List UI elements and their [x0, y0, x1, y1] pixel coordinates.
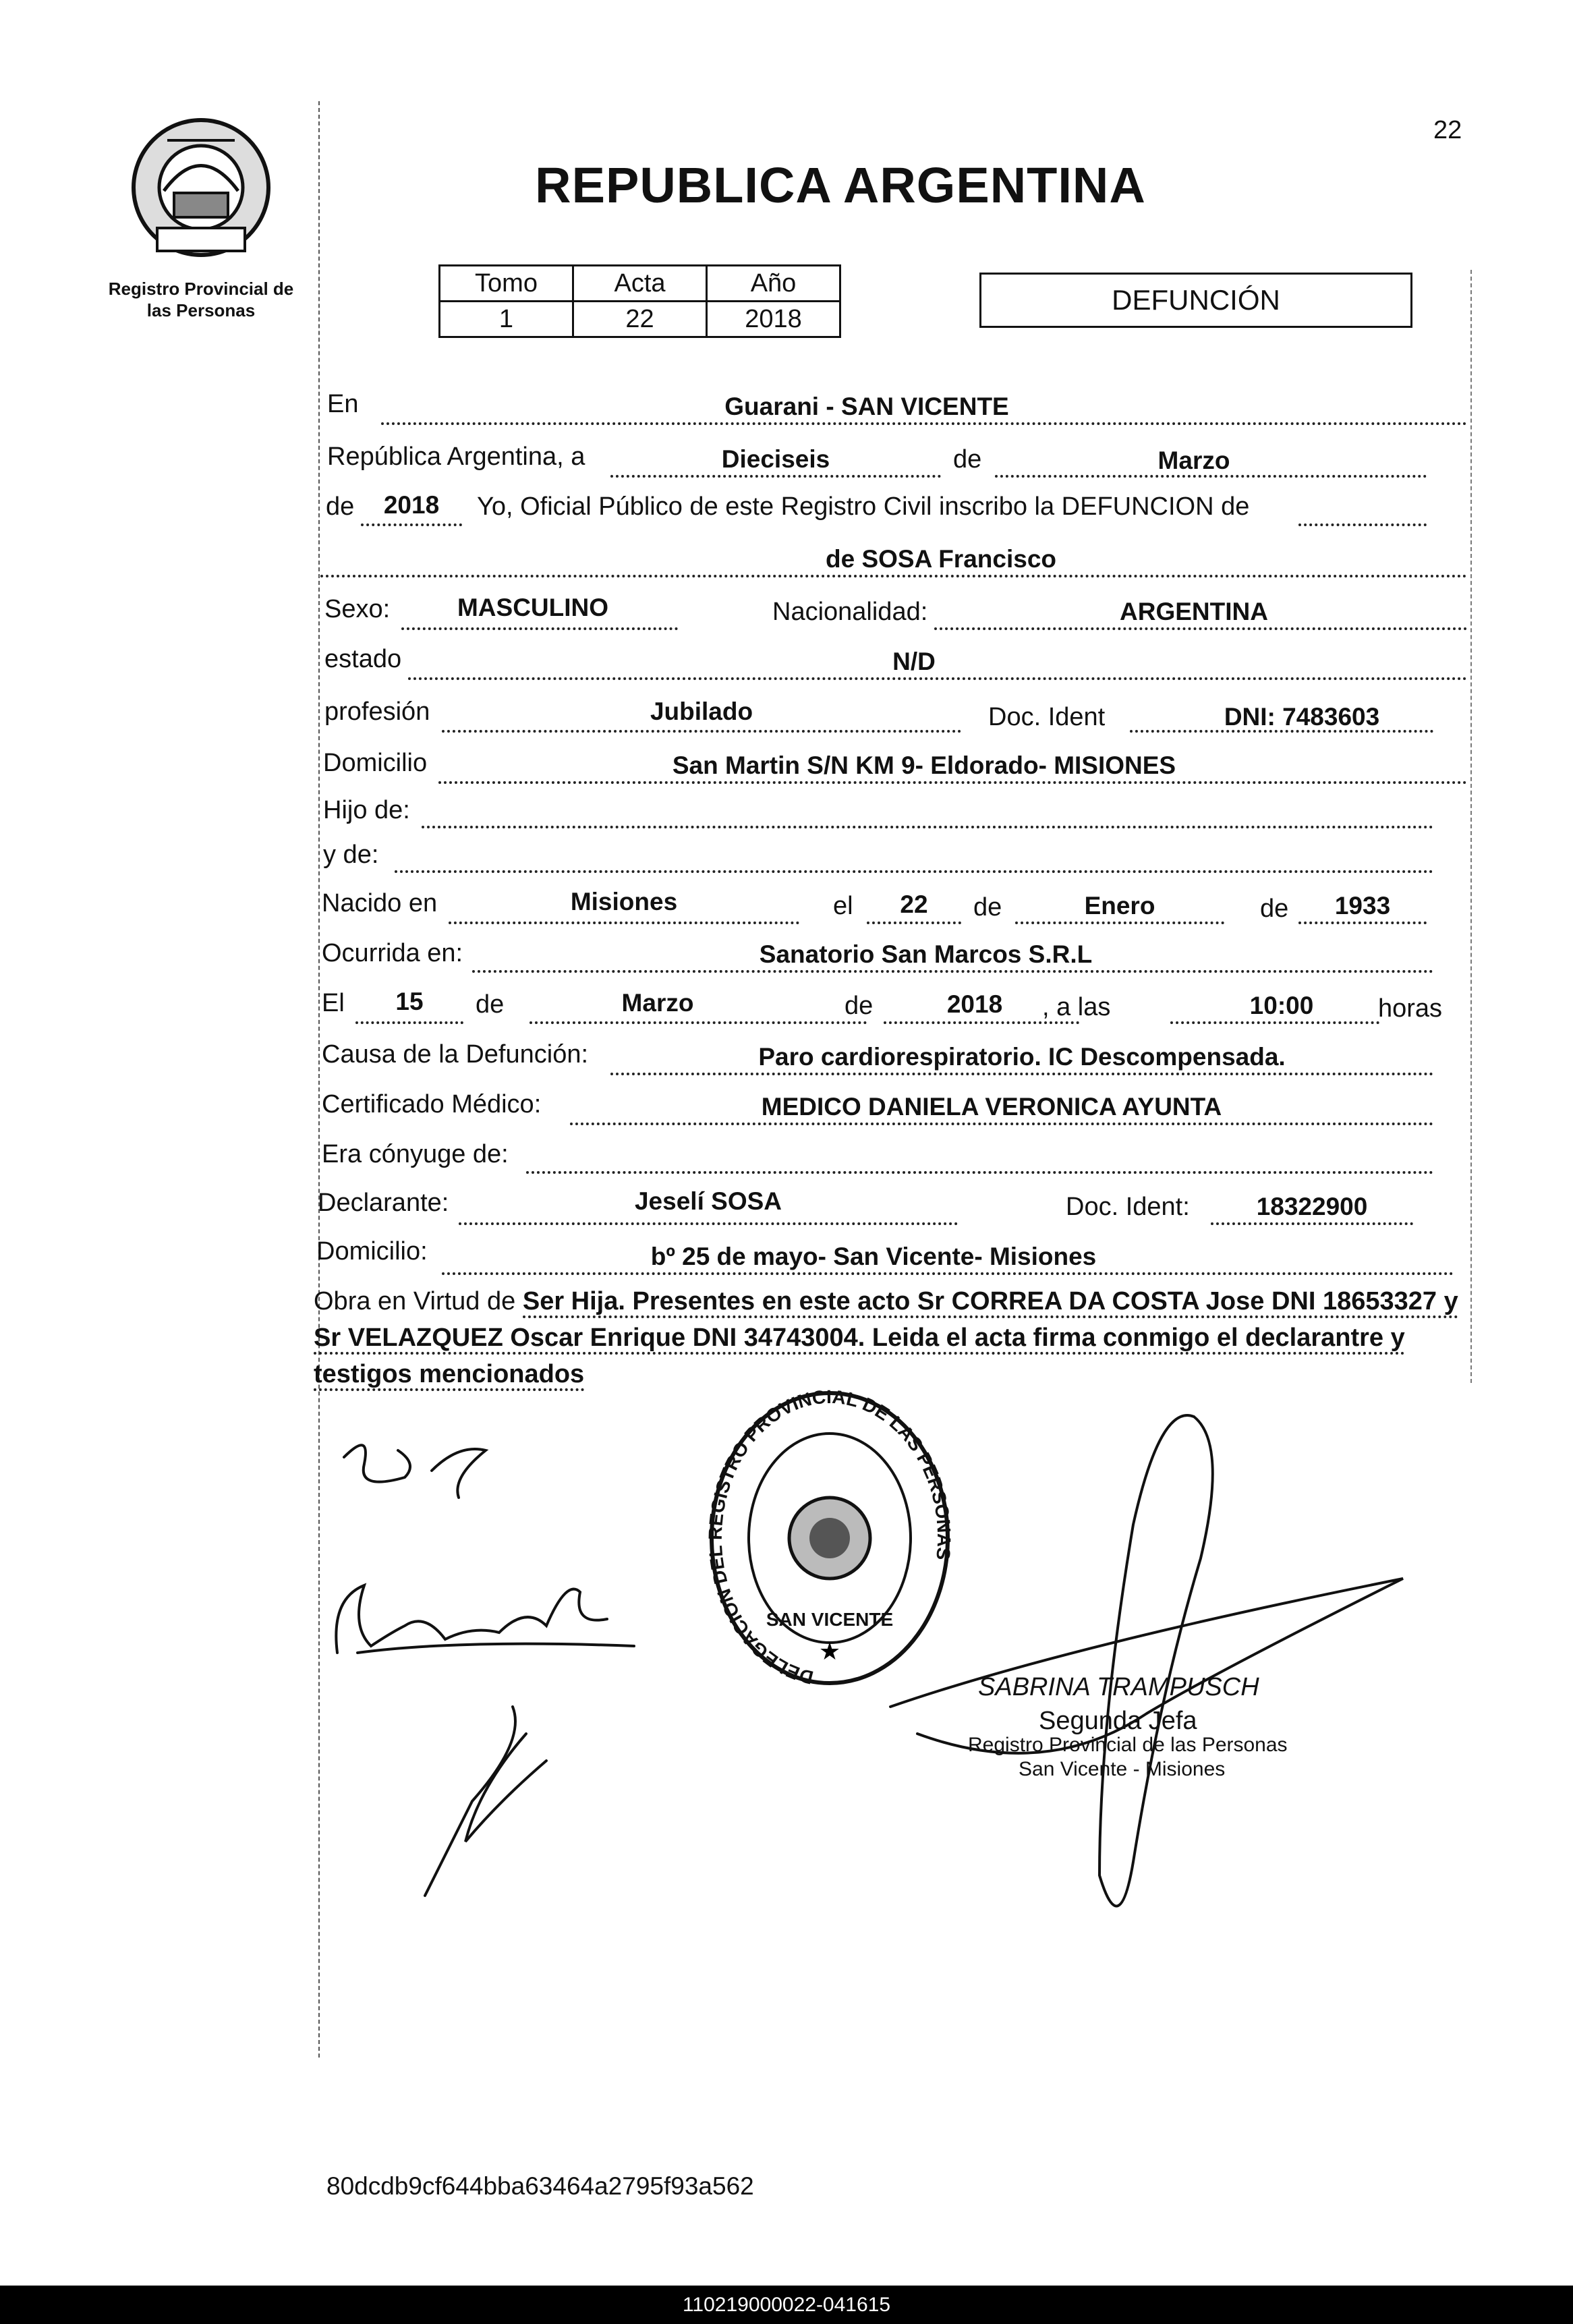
declarante-doc-label: Doc. Ident: [1066, 1193, 1190, 1221]
profesion-value: Jubilado [650, 698, 753, 725]
row-nacido [320, 884, 1467, 924]
domicilio2-value: bº 25 de mayo- San Vicente- Misiones [650, 1243, 1097, 1270]
row-conyuge [320, 1135, 1467, 1175]
footer-code-bar: 110219000022-041615 [0, 2286, 1573, 2324]
star-icon: ★ [818, 1637, 841, 1665]
obra-paragraph [314, 1283, 1460, 1392]
page-title: REPUBLICA ARGENTINA [535, 157, 1146, 213]
nacido-value: Misiones [570, 888, 678, 915]
sexo-value: MASCULINO [457, 594, 609, 621]
death-de-label-2: de [845, 992, 874, 1020]
row-fecha-defuncion [320, 985, 1467, 1025]
row-certificado [320, 1086, 1467, 1127]
death-day-value: 15 [395, 988, 424, 1015]
row-inscripcion [320, 487, 1467, 528]
year-value: 2018 [383, 491, 440, 519]
row-fecha [320, 438, 1467, 479]
row-yde [320, 834, 1467, 874]
official-name: SABRINA TRAMPUSCH [978, 1673, 1259, 1701]
declarante-doc-value: 18322900 [1256, 1193, 1368, 1220]
profesion-label: profesión [324, 698, 430, 726]
anio-header: Año [707, 266, 840, 302]
row-profesion [320, 691, 1467, 731]
death-time-value: 10:00 [1249, 992, 1314, 1019]
conyuge-label: Era cónyuge de: [322, 1140, 509, 1168]
official-role: Segunda Jefa [1039, 1707, 1197, 1735]
declarante-value: Jeselí SOSA [634, 1187, 782, 1215]
estado-label: estado [324, 645, 402, 673]
death-month-value: Marzo [621, 989, 694, 1017]
anio-value: 2018 [707, 302, 840, 337]
birth-de-label-2: de [1260, 895, 1289, 923]
place-value: Guarani - SAN VICENTE [724, 393, 1009, 420]
de-label: de [953, 445, 982, 474]
row-sexo [320, 588, 1467, 629]
birth-day-value: 22 [900, 890, 928, 918]
acta-header: Acta [573, 266, 707, 302]
tomo-value: 1 [440, 302, 573, 337]
domicilio2-label: Domicilio: [316, 1237, 428, 1266]
death-year-value: 2018 [946, 990, 1003, 1018]
row-causa [320, 1036, 1467, 1077]
yde-label: y de: [323, 841, 379, 869]
horas-label: horas [1378, 994, 1443, 1023]
row-domicilio-declarante [316, 1235, 1467, 1275]
sexo-label: Sexo: [324, 595, 391, 623]
birth-month-value: Enero [1084, 892, 1155, 919]
ocurrida-value: Sanatorio San Marcos S.R.L [759, 940, 1093, 968]
row-declarante [320, 1185, 1467, 1225]
row-hijo [320, 789, 1467, 830]
acta-value: 22 [573, 302, 707, 337]
estado-value: N/D [892, 648, 936, 675]
stamp-inner-text: SAN VICENTE [766, 1609, 894, 1630]
row-domicilio [320, 742, 1467, 783]
birth-de-label-1: de [973, 893, 1002, 922]
republica-label: República Argentina, a [327, 443, 585, 471]
witness-signatures [324, 1423, 702, 1936]
hijo-label: Hijo de: [323, 796, 410, 824]
domicilio-label: Domicilio [323, 749, 428, 777]
causa-value: Paro cardiorespiratorio. IC Descompensada. [758, 1043, 1286, 1071]
doc-label: Doc. Ident [988, 703, 1106, 731]
alas-label: , a las [1042, 993, 1111, 1021]
causa-label: Causa de la Defunción: [322, 1040, 589, 1069]
el-label: el [833, 892, 853, 920]
death-de-label-1: de [476, 990, 505, 1019]
day-word-value: Dieciseis [721, 445, 830, 473]
ocurrida-label: Ocurrida en: [322, 939, 463, 967]
doc-value: DNI: 7483603 [1224, 703, 1380, 731]
right-margin-line [1470, 270, 1472, 1383]
page-number: 22 [1433, 116, 1462, 144]
birth-year-value: 1933 [1334, 892, 1391, 919]
official-location: San Vicente - Misiones [1019, 1758, 1226, 1780]
row-ocurrida [320, 934, 1467, 974]
nacionalidad-value: ARGENTINA [1120, 598, 1268, 625]
official-office: Registro Provincial de las Personas [968, 1734, 1288, 1756]
domicilio-value: San Martin S/N KM 9- Eldorado- MISIONES [672, 752, 1176, 779]
obra-value: Ser Hija. Presentes en este acto Sr CORREA DA COSTA Jose DNI 18653327 y Sr VELAZQUEZ Oscar Enrique DNI 34743004. Leida el acta firma conmigo el declarantre y testigos mencionados [314, 1287, 1458, 1391]
tomo-header: Tomo [440, 266, 573, 302]
month-value: Marzo [1157, 447, 1230, 474]
obra-prefix: Obra en Virtud de [314, 1287, 516, 1315]
stamp-ring-text: DELEGACION DEL REGISTRO PROVINCIAL DE LAS PERSONAS [704, 1390, 955, 1689]
registry-caption: Registro Provincial de las Personas [108, 279, 294, 320]
nacionalidad-label: Nacionalidad: [772, 598, 928, 626]
document-hash: 80dcdb9cf644bba63464a2795f93a562 [326, 2172, 754, 2200]
certificado-label: Certificado Médico: [322, 1090, 542, 1118]
nacido-label: Nacido en [322, 889, 438, 917]
deceased-name-value: de SOSA Francisco [825, 545, 1056, 573]
row-estado [320, 640, 1467, 680]
de-year-label: de [326, 492, 355, 521]
declarante-label: Declarante: [318, 1189, 449, 1217]
el2-label: El [322, 989, 345, 1017]
record-type-box: DEFUNCIÓN [979, 273, 1412, 328]
reference-table [438, 264, 841, 338]
certificado-value: MEDICO DANIELA VERONICA AYUNTA [761, 1093, 1222, 1121]
yo-text: Yo, Oficial Público de este Registro Civil inscribo la DEFUNCION de [477, 492, 1250, 521]
left-margin-line [318, 101, 320, 2058]
en-label: En [327, 390, 359, 418]
row-en [320, 386, 1467, 426]
row-nombre [320, 540, 1467, 580]
